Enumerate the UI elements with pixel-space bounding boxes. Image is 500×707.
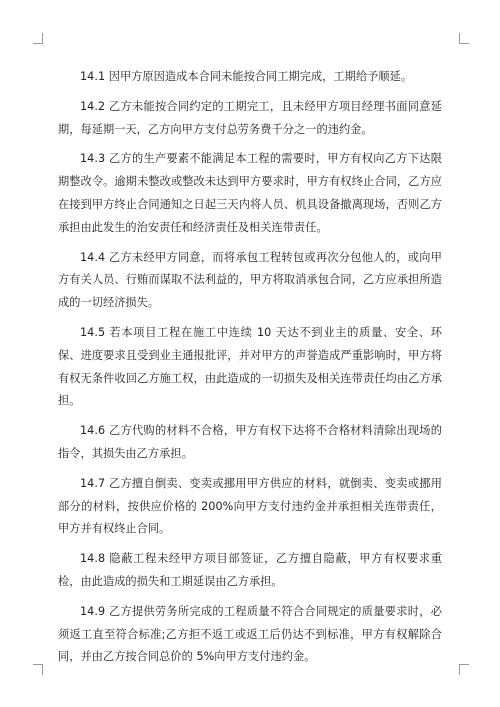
clause-14-4: 14.4 乙方未经甲方同意，而将承包工程转包或再次分包他人的，或向甲方有关人员、行贿而谋取不法利益的，甲方将取消承包合同，乙方应承担所造成的一切经济损失。 [58, 250, 442, 310]
document-body [58, 66, 442, 676]
clause-14-8: 14.8 隐蔽工程未经甲方项目部签证，乙方擅自隐蔽，甲方有权要求重检，由此造成的损失和工期延误由乙方承担。 [58, 552, 442, 588]
clause-14-6: 14.6 乙方代购的材料不合格，甲方有权下达将不合格材料清除出现场的指令，其损失由乙方承担。 [58, 424, 442, 460]
clause-14-7: 14.7 乙方擅自倒卖、变卖或挪用甲方供应的材料，就倒卖、变卖或挪用部分的材料，按供应价格的 200%向甲方支付违约金并承担相关连带责任，甲方并有权终止合同。 [58, 476, 442, 536]
clause-14-3: 14.3 乙方的生产要素不能满足本工程的需要时，甲方有权向乙方下达限期整改令。逾期未整改或整改未达到甲方要求时，甲方有权终止合同，乙方应在接到甲方终止合同通知之日起三天内将人员、机具设备撤离现场，否则乙方承担由此发生的治安责任和经济责任及相关连带责任。 [58, 152, 442, 234]
crop-mark-bottom-right [459, 664, 469, 675]
crop-mark-bottom-left [33, 664, 43, 675]
clause-14-1: 14.1 因甲方原因造成本合同未能按合同工期完成，工期给予顺延。 [80, 70, 413, 83]
crop-mark-top-left [33, 33, 43, 44]
crop-mark-top-right [459, 33, 469, 44]
clause-14-2: 14.2 乙方未能按合同约定的工期完工，且未经甲方项目经理书面同意延期，每延期一天，乙方向甲方支付总劳务费千分之一的违约金。 [58, 99, 442, 136]
clause-14-9: 14.9 乙方提供劳务所完成的工程质量不符合合同规定的质量要求时，必须返工直至符合标准;乙方拒不返工或返工后仍达不到标准，甲方有权解除合同，并由乙方按合同总价的 5%向甲方支付违约金。 [58, 604, 442, 664]
clause-14-5: 14.5 若本项目工程在施工中连续 10 天达不到业主的质量、安全、环保、进度要求且受到业主通报批评，并对甲方的声誉造成严重影响时，甲方将有权无条件收回乙方施工权，由此造成的一切损失及相关连带责任均由乙方承担。 [58, 325, 442, 408]
